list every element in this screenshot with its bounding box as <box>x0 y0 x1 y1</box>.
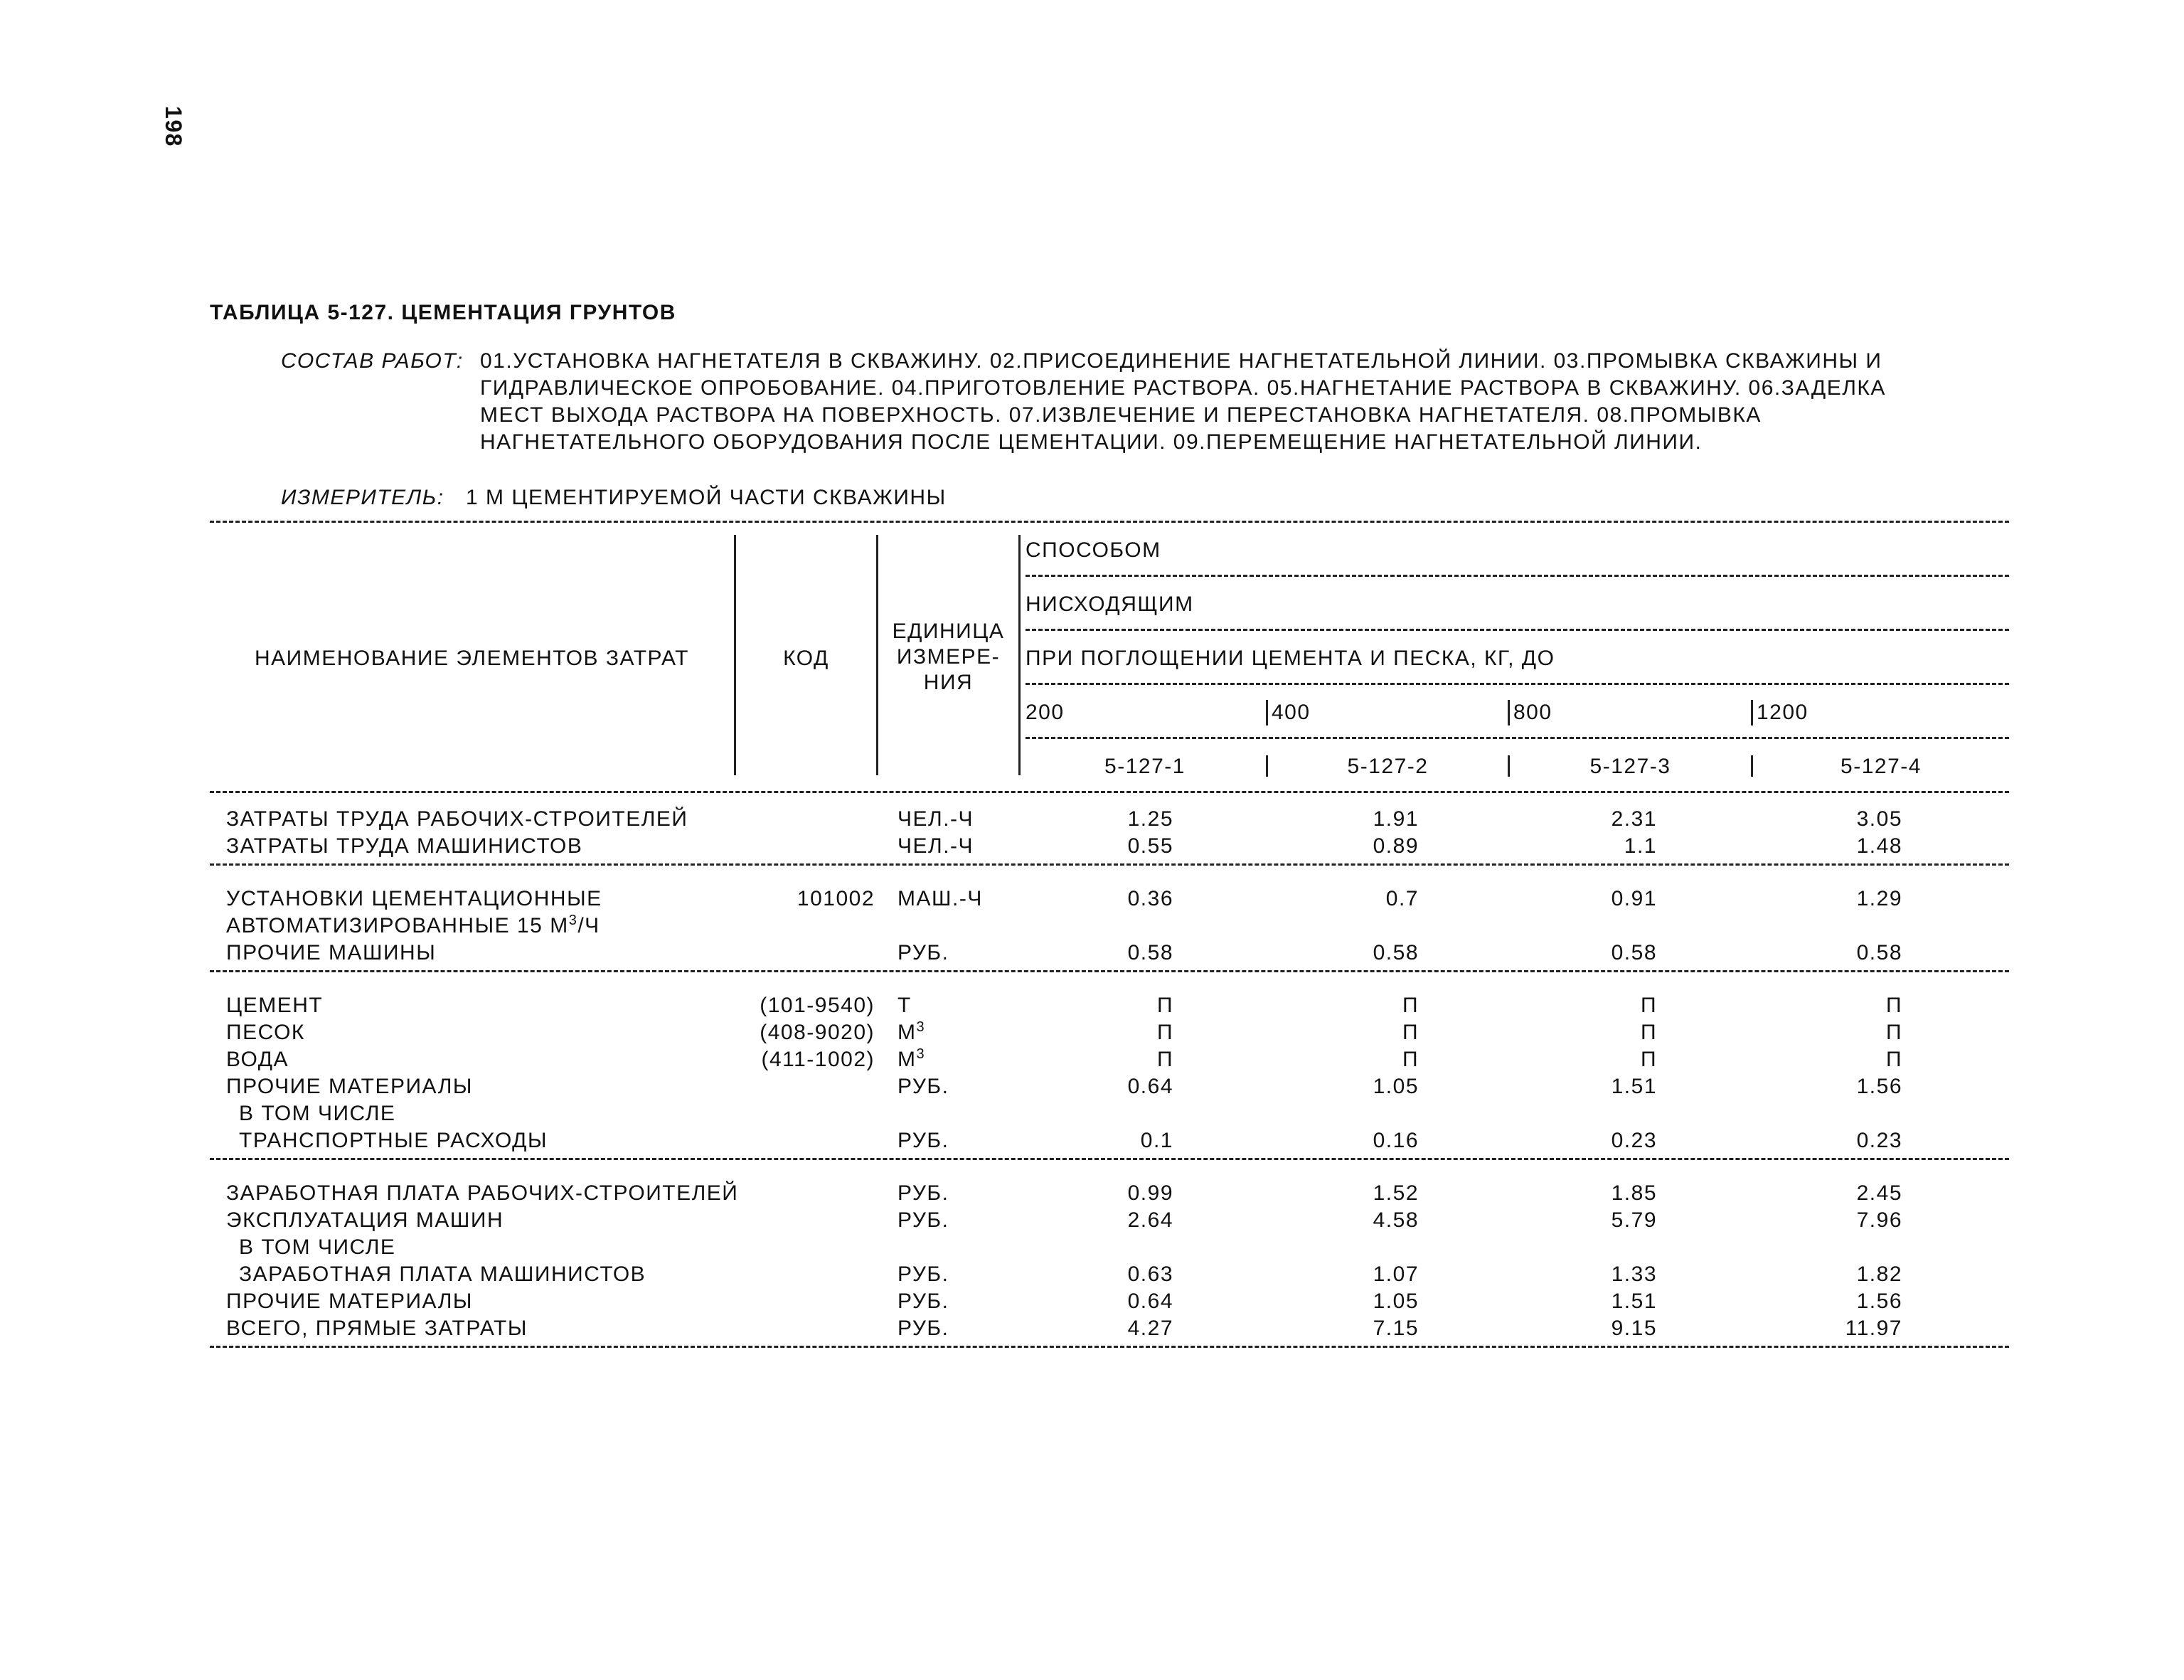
row-unit: Т <box>897 994 912 1017</box>
header-divider-unit <box>1018 535 1021 775</box>
row-value: 0.1 <box>1140 1129 1173 1152</box>
row-value: 5.79 <box>1611 1208 1657 1232</box>
row-unit: РУБ. <box>897 1262 949 1286</box>
row-value: П <box>1885 1048 1902 1071</box>
header-code-3: 5-127-3 <box>1589 755 1671 778</box>
row-value: 1.07 <box>1373 1262 1419 1286</box>
header-name: НАИМЕНОВАНИЕ ЭЛЕМЕНТОВ ЗАТРАТ <box>254 647 690 670</box>
row-unit: РУБ. <box>897 1129 949 1152</box>
row-value: 0.23 <box>1856 1129 1902 1152</box>
row-value: П <box>1402 1048 1419 1071</box>
header-descending: НИСХОДЯЩИМ <box>1026 592 1194 616</box>
row-name: УСТАНОВКИ ЦЕМЕНТАЦИОННЫЕ <box>226 887 602 910</box>
limit-divider-3 <box>1751 700 1753 725</box>
row-value: 0.91 <box>1611 887 1657 910</box>
row-unit: РУБ. <box>897 1181 949 1205</box>
row-value: П <box>1156 1048 1173 1071</box>
row-unit: РУБ. <box>897 1290 949 1313</box>
header-unit-1: ЕДИНИЦА <box>892 620 1005 643</box>
row-name: ЭКСПЛУАТАЦИЯ МАШИН <box>226 1208 504 1232</box>
limit-divider-1 <box>1266 700 1268 725</box>
row-value: 0.64 <box>1127 1075 1173 1098</box>
row-value: 1.51 <box>1611 1075 1657 1098</box>
row-name: ПРОЧИЕ МАШИНЫ <box>226 941 437 964</box>
row-value: 1.05 <box>1373 1075 1419 1098</box>
row-value: 7.96 <box>1856 1208 1902 1232</box>
row-value: 0.58 <box>1373 941 1419 964</box>
header-rule-3 <box>1026 683 2009 685</box>
row-value: 1.1 <box>1624 834 1657 858</box>
work-line-1: 01.УСТАНОВКА НАГНЕТАТЕЛЯ В СКВАЖИНУ. 02.ПРИСОЕДИНЕНИЕ НАГНЕТАТЕЛЬНОЙ ЛИНИИ. 03.ПРОМЫВКА СКВАЖИНЫ И <box>480 349 1882 373</box>
row-value: 0.36 <box>1127 887 1173 910</box>
header-code: КОД <box>783 647 829 670</box>
row-value: 9.15 <box>1611 1317 1657 1340</box>
row-value: 0.16 <box>1373 1129 1419 1152</box>
header-limit-1200: 1200 <box>1757 701 1809 724</box>
page-number: 198 <box>160 106 186 147</box>
row-unit: МАШ.-Ч <box>897 887 983 910</box>
row-value: 0.7 <box>1385 887 1419 910</box>
row-value: 0.64 <box>1127 1290 1173 1313</box>
row-name: ЗАТРАТЫ ТРУДА МАШИНИСТОВ <box>226 834 583 858</box>
header-rule-2 <box>1026 629 2009 631</box>
row-value: 1.29 <box>1856 887 1902 910</box>
row-code: (411-1002) <box>761 1048 875 1071</box>
row-name: ПЕСОК <box>226 1021 305 1044</box>
limit-divider-2 <box>1508 700 1510 725</box>
row-value: 1.05 <box>1373 1290 1419 1313</box>
row-value: 7.15 <box>1373 1317 1419 1340</box>
row-value: 4.27 <box>1127 1317 1173 1340</box>
row-unit: $М^3$ <box>897 1019 926 1044</box>
header-unit-2: ИЗМЕРЕ- <box>896 645 1001 669</box>
row-name: В ТОМ ЧИСЛЕ <box>239 1235 396 1259</box>
row-value: 1.82 <box>1856 1262 1902 1286</box>
section-rule <box>210 863 2009 866</box>
row-value: 1.33 <box>1611 1262 1657 1286</box>
row-value: 0.55 <box>1127 834 1173 858</box>
row-value: 0.89 <box>1373 834 1419 858</box>
section-rule <box>210 1346 2009 1348</box>
measure-value: 1 М ЦЕМЕНТИРУЕМОЙ ЧАСТИ СКВАЖИНЫ <box>466 486 947 509</box>
header-unit-3: НИЯ <box>923 671 974 694</box>
row-value: П <box>1156 994 1173 1017</box>
row-value: 0.63 <box>1127 1262 1173 1286</box>
row-value: 3.05 <box>1856 807 1902 831</box>
row-unit: РУБ. <box>897 1317 949 1340</box>
row-code: (408-9020) <box>760 1021 875 1044</box>
row-value: 1.51 <box>1611 1290 1657 1313</box>
table-top-rule <box>210 521 2009 523</box>
work-line-2: ГИДРАВЛИЧЕСКОЕ ОПРОБОВАНИЕ. 04.ПРИГОТОВЛЕНИЕ РАСТВОРА. 05.НАГНЕТАНИЕ РАСТВОРА В СКВАЖИНУ. 06.ЗАДЕЛКА <box>480 376 1886 400</box>
row-value: 2.64 <box>1127 1208 1173 1232</box>
row-value: П <box>1885 994 1902 1017</box>
row-name: ПРОЧИЕ МАТЕРИАЛЫ <box>226 1075 473 1098</box>
row-name: ПРОЧИЕ МАТЕРИАЛЫ <box>226 1290 473 1313</box>
row-value: П <box>1402 994 1419 1017</box>
work-line-3: МЕСТ ВЫХОДА РАСТВОРА НА ПОВЕРХНОСТЬ. 07.ИЗВЛЕЧЕНИЕ И ПЕРЕСТАНОВКА НАГНЕТАТЕЛЯ. 08.ПРОМЫВКА <box>480 403 1762 427</box>
row-value: П <box>1640 1048 1657 1071</box>
header-code-2: 5-127-2 <box>1347 755 1429 778</box>
row-value: 1.52 <box>1373 1181 1419 1205</box>
header-limit-800: 800 <box>1513 701 1552 724</box>
row-value: 0.58 <box>1856 941 1902 964</box>
row-unit: ЧЕЛ.-Ч <box>897 834 974 858</box>
row-value: П <box>1402 1021 1419 1044</box>
table-title: ТАБЛИЦА 5-127. ЦЕМЕНТАЦИЯ ГРУНТОВ <box>210 301 676 324</box>
row-unit: РУБ. <box>897 1208 949 1232</box>
row-unit: РУБ. <box>897 1075 949 1098</box>
row-name: АВТОМАТИЗИРОВАННЫЕ 15 $М^3/Ч$ <box>226 913 600 937</box>
header-code-4: 5-127-4 <box>1841 755 1922 778</box>
work-composition-label: СОСТАВ РАБОТ: <box>281 349 464 373</box>
header-rule-4 <box>1026 737 2009 739</box>
row-name: ЦЕМЕНТ <box>226 994 324 1017</box>
section-rule <box>210 970 2009 972</box>
row-unit: ЧЕЛ.-Ч <box>897 807 974 831</box>
row-code: 101002 <box>797 887 875 910</box>
row-value: 0.99 <box>1127 1181 1173 1205</box>
row-value: 2.31 <box>1611 807 1657 831</box>
row-value: 0.58 <box>1127 941 1173 964</box>
row-name: В ТОМ ЧИСЛЕ <box>239 1102 396 1125</box>
row-name: ВОДА <box>226 1048 289 1071</box>
row-value: П <box>1885 1021 1902 1044</box>
row-value: П <box>1640 994 1657 1017</box>
row-name: ЗАРАБОТНАЯ ПЛАТА РАБОЧИХ-СТРОИТЕЛЕЙ <box>226 1181 739 1205</box>
row-value: 1.56 <box>1856 1075 1902 1098</box>
row-unit: $М^3$ <box>897 1046 926 1071</box>
row-value: 1.91 <box>1373 807 1419 831</box>
row-value: 4.58 <box>1373 1208 1419 1232</box>
row-value: 1.56 <box>1856 1290 1902 1313</box>
row-value: 1.48 <box>1856 834 1902 858</box>
header-bottom-rule <box>210 791 2009 793</box>
row-value: 0.58 <box>1611 941 1657 964</box>
header-absorption: ПРИ ПОГЛОЩЕНИИ ЦЕМЕНТА И ПЕСКА, КГ, ДО <box>1026 647 1555 670</box>
row-value: 11.97 <box>1845 1317 1902 1340</box>
row-name: ЗАРАБОТНАЯ ПЛАТА МАШИНИСТОВ <box>239 1262 646 1286</box>
section-rule <box>210 1158 2009 1160</box>
row-code: (101-9540) <box>760 994 875 1017</box>
row-value: П <box>1640 1021 1657 1044</box>
header-limit-400: 400 <box>1272 701 1311 724</box>
row-value: 2.45 <box>1856 1181 1902 1205</box>
row-name: ТРАНСПОРТНЫЕ РАСХОДЫ <box>239 1129 548 1152</box>
header-rule-1 <box>1026 575 2009 577</box>
work-line-4: НАГНЕТАТЕЛЬНОГО ОБОРУДОВАНИЯ ПОСЛЕ ЦЕМЕНТАЦИИ. 09.ПЕРЕМЕЩЕНИЕ НАГНЕТАТЕЛЬНОЙ ЛИНИИ. <box>480 430 1703 454</box>
row-value: 1.25 <box>1127 807 1173 831</box>
header-method: СПОСОБОМ <box>1026 538 1161 562</box>
row-value: П <box>1156 1021 1173 1044</box>
header-code-1: 5-127-1 <box>1104 755 1186 778</box>
row-name: ЗАТРАТЫ ТРУДА РАБОЧИХ-СТРОИТЕЛЕЙ <box>226 807 688 831</box>
row-name: ВСЕГО, ПРЯМЫЕ ЗАТРАТЫ <box>226 1317 528 1340</box>
row-value: 1.85 <box>1611 1181 1657 1205</box>
header-limit-200: 200 <box>1026 701 1065 724</box>
measure-label: ИЗМЕРИТЕЛЬ: <box>281 486 444 509</box>
row-unit: РУБ. <box>897 941 949 964</box>
row-value: 0.23 <box>1611 1129 1657 1152</box>
